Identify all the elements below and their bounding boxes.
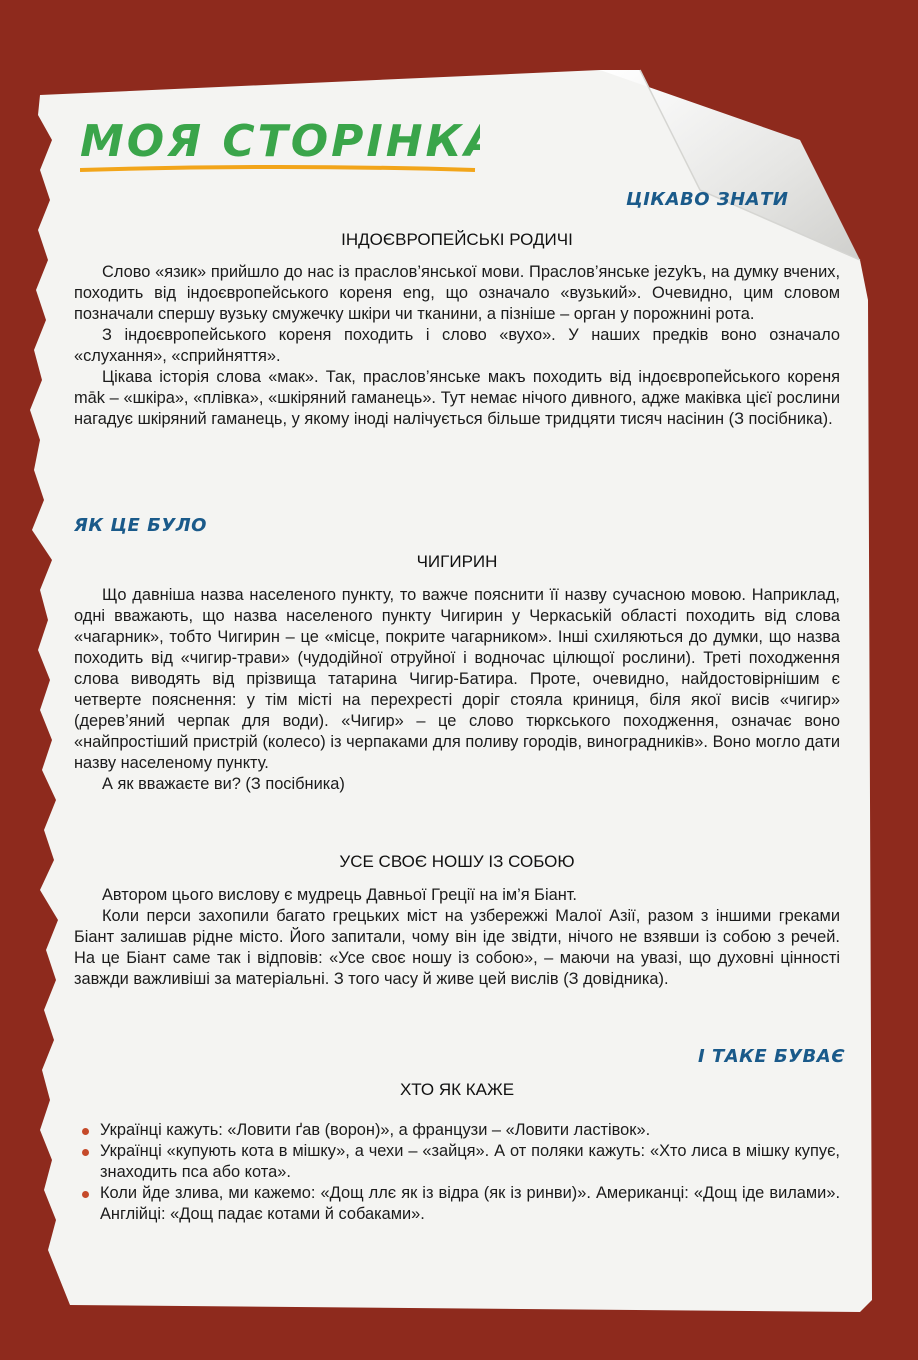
section-tag-interesting: ЦІКАВО ЗНАТИ	[626, 189, 789, 210]
page-logo	[80, 114, 480, 184]
logo-underline	[80, 167, 475, 170]
list-item: Українці «купують кота в мішку», а чехи – «зайця». А от поляки кажуть: «Хто лиса в мішку купує, знаходить пса або кота».	[80, 1141, 840, 1183]
section-tag-it-happens: І ТАКЕ БУВАЄ	[698, 1046, 845, 1067]
list-item: Коли йде злива, ми кажемо: «Дощ ллє як із відра (як із ринви)». Американці: «Дощ іде вилами». Англійці: «Дощ падає котами й собаками».	[80, 1183, 840, 1225]
bullet-icon	[82, 1191, 89, 1198]
heading-carry-all-with-me: УСЕ СВОЄ НОШУ ІЗ СОБОЮ	[339, 852, 575, 871]
paragraph: А як вважаєте ви? (З посібника)	[102, 775, 345, 793]
paragraph: Коли перси захопили багато грецьких міст на узбережжі Малої Азії, разом з іншими греками Біант залишав рідне місто. Його запитали, чому він іде звідти, нічого не взявши із собою з речей. На це Біант саме так і відповів: «Усе своє ношу із собою», – маючи на увазі, що духовні цінності завжди важливіші за матеріальні. З того часу й живе цей вислів (З довідника).	[74, 907, 840, 988]
paragraph: Слово «язик» прийшло до нас із праслов’янської мови. Праслов’янське jezykъ, на думку вчених, походить від індоєвропейського кореня eng, що означало «вузький». Очевидно, цим словом позначали спершу вузьку смужечку шкіри чи тканини, а пізніше – орган у порожнині рота.	[74, 263, 840, 323]
section2b-body	[74, 885, 840, 990]
section1-body	[74, 262, 840, 430]
sayings-list	[80, 1120, 840, 1225]
paragraph: Цікава історія слова «мак». Так, праслов’янське макъ походить від індоєвропейського кореня māk – «шкіра», «плівка», «шкіряний гаманець». Тут немає нічого дивного, адже маківка цієї рослини нагадує шкіряний гаманець, у якому іноді налічується більше тридцяти тисяч насінин (З посібника).	[74, 368, 840, 428]
heading-who-says-what: ХТО ЯК КАЖЕ	[399, 1080, 515, 1099]
section-tag-how-it-was: ЯК ЦЕ БУЛО	[74, 515, 207, 536]
bullet-icon	[82, 1149, 89, 1156]
bullet-icon	[82, 1128, 89, 1135]
logo-graphic	[80, 114, 480, 184]
section2-body	[74, 585, 840, 795]
paragraph: Що давніша назва населеного пункту, то важче пояснити її назву сучасною мовою. Наприклад, одні вважають, що назва населеного пункту Чигирин у Черкаській області походить від слова «чагарник», тобто Чигирин – це «місце, покрите чагарником». Інші схиляються до думки, що назва походить від «чигир-трави» (чудодійної отруйної і водночас цілющої рослини). Треті походження слова виводять від прізвища татарина Чигир-Батира. Проте, очевидно, найдостовірнішим є четверте пояснення: у тім місті на перехресті доріг стояла криниця, біля якої висів «чигир» (дерев’яний черпак для води). «Чигир» – це слово тюркського походження, означає воно «найпростіший пристрій (колесо) із черпаками для поливу городів, виноградників». Воно могло дати назву населеному пункту.	[74, 586, 840, 772]
heading-chyhyryn: ЧИГИРИН	[416, 552, 498, 571]
list-item: Українці кажуть: «Ловити ґав (ворон)», а французи – «Ловити ластівок».	[80, 1120, 840, 1141]
logo-text: МОЯ СТОРІНКА	[80, 116, 480, 167]
paragraph: Автором цього вислову є мудрець Давньої Греції на ім’я Біант.	[102, 886, 577, 904]
paragraph: З індоєвропейського кореня походить і слово «вухо». У наших предків воно означало «слухання», «сприйняття».	[74, 326, 840, 365]
heading-indoeuropean-relatives: ІНДОЄВРОПЕЙСЬКІ РОДИЧІ	[341, 230, 573, 249]
